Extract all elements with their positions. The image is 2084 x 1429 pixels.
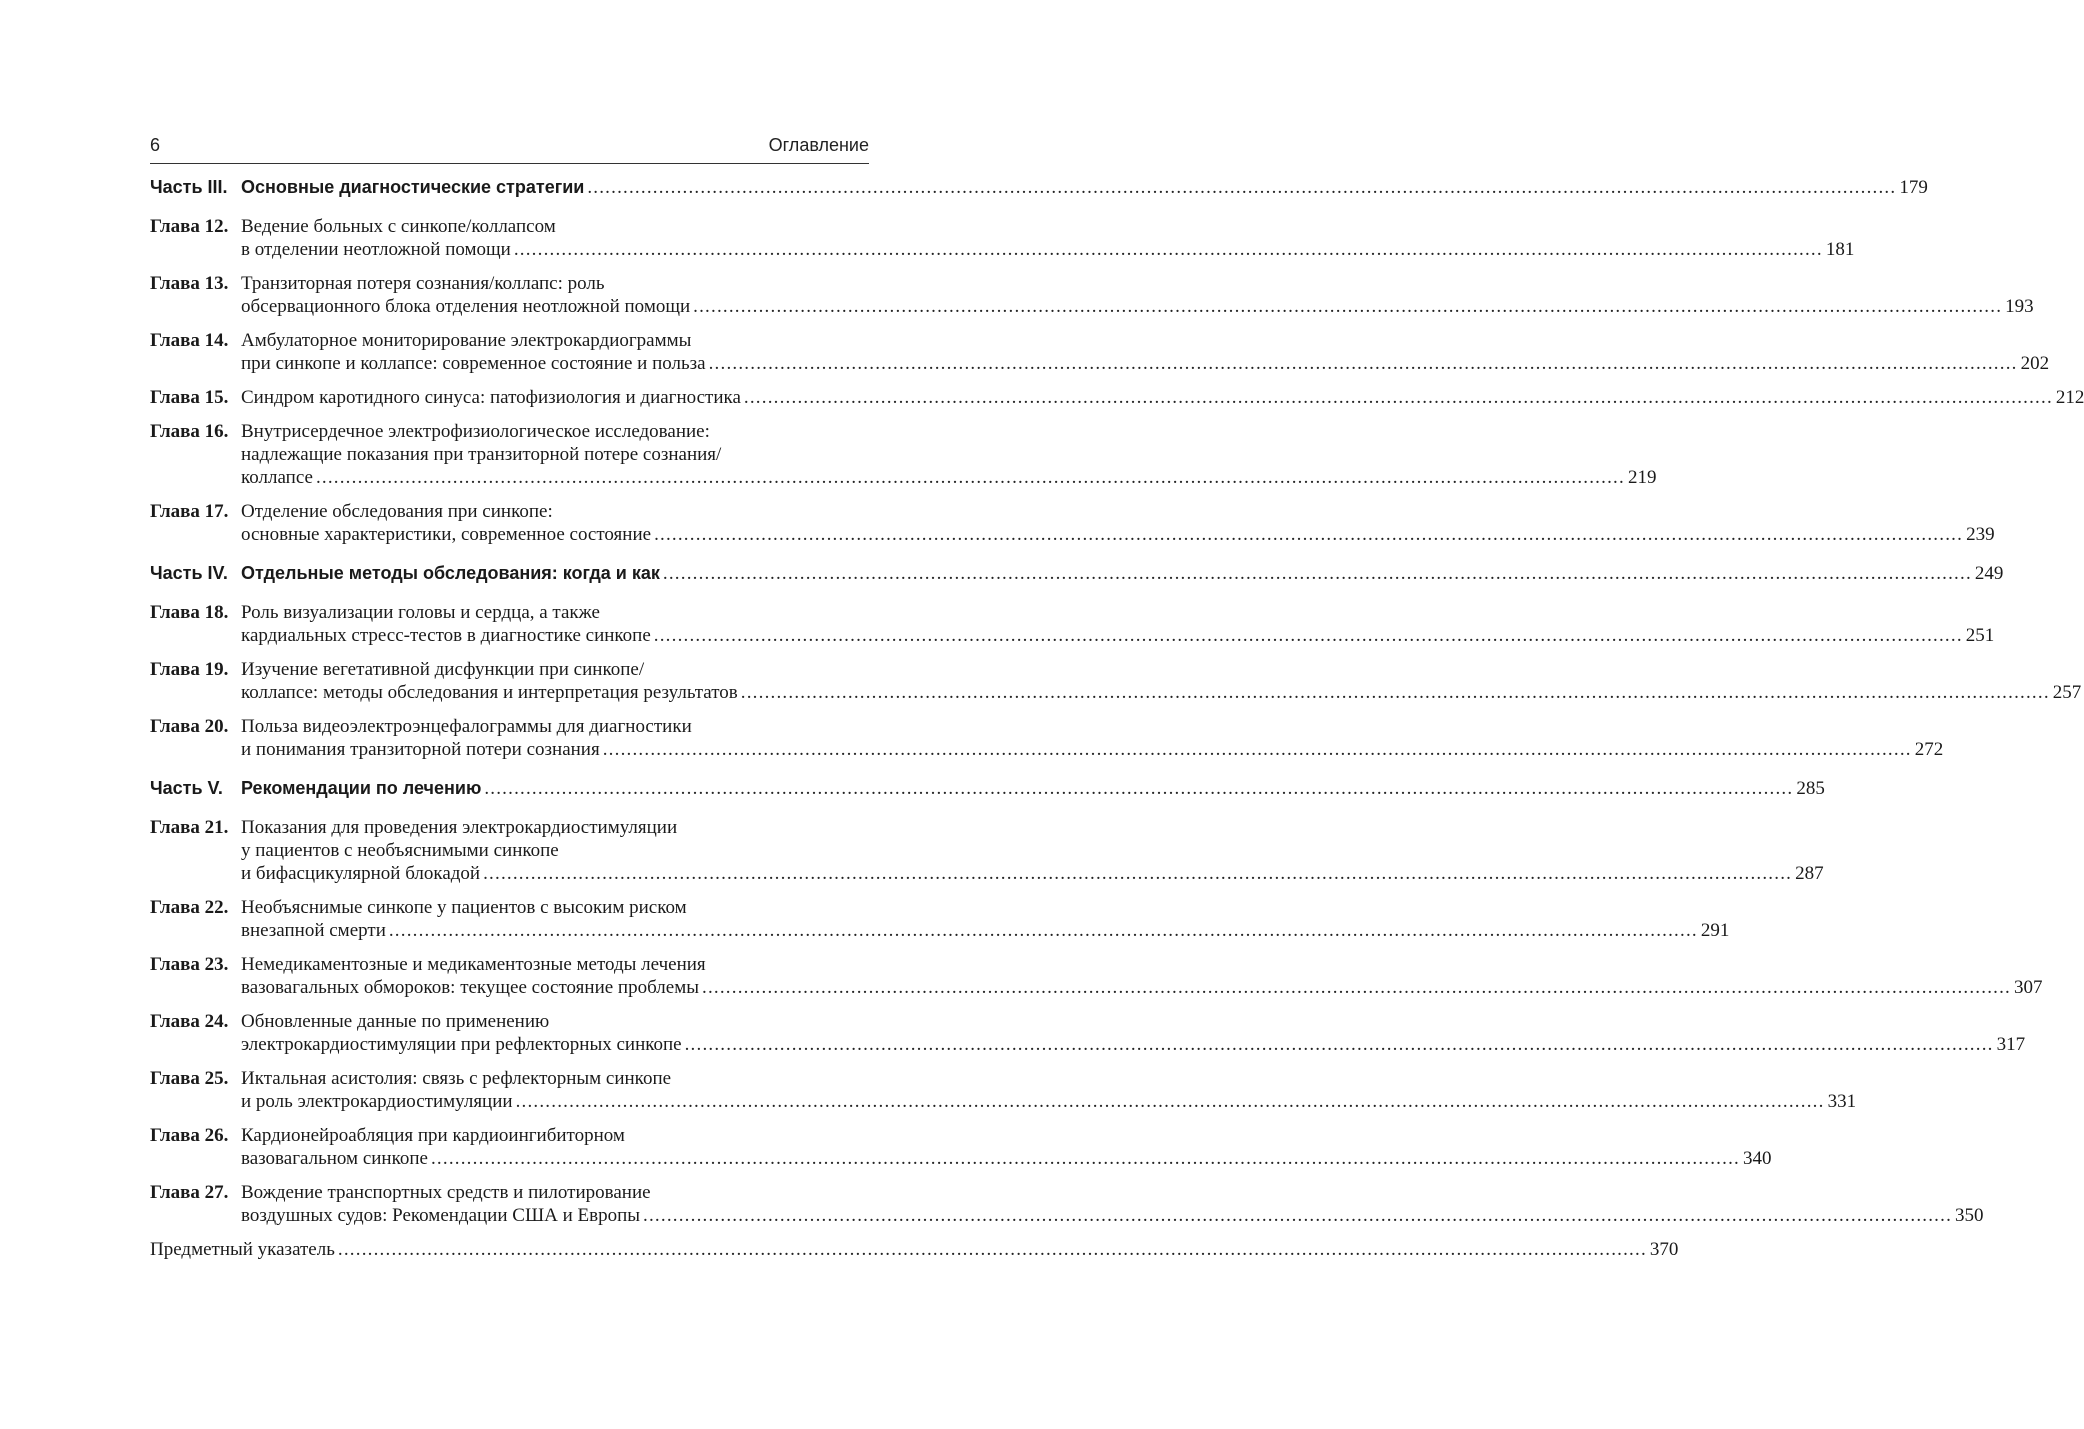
title-line: Польза видеоэлектроэнцефалограммы для диагностики [241,716,692,737]
page-ref: 249 [1974,563,2004,584]
entry-title [241,896,1730,942]
page-ref: 285 [1796,778,1825,799]
chapter-label: Глава 15. [150,387,229,408]
entry-title [241,715,1944,761]
page-ref: 307 [2014,977,2043,998]
dot-leader: ............................................................................................................................................................................................................................ [708,353,2018,374]
entry-title [241,562,2004,585]
title-line: вазовагальном синкопе [241,1148,428,1169]
toc-chapter-entry[interactable] [150,896,1730,942]
page-ref: 272 [1914,739,1944,760]
title-line: электрокардиостимуляции при рефлекторных синкопе [241,1034,682,1055]
page-number: 6 [150,135,161,155]
title-line: Показания для проведения электрокардиостимуляции [241,817,678,838]
dot-leader: ............................................................................................................................................................................................................................ [684,1034,1994,1055]
title-last-line [241,976,2043,999]
dot-leader: ............................................................................................................................................................................................................................ [702,977,2011,998]
title-line: и бифасцикулярной блокадой [241,863,481,884]
dot-leader: ............................................................................................................................................................................................................................ [653,625,1963,646]
page-ref: 257 [2052,682,2082,703]
title-last-line [241,523,1995,546]
toc-chapter-entry[interactable] [150,816,1824,885]
title-line: кардиальных стресс-тестов в диагностике синкопе [241,625,651,646]
title-line: коллапсе: методы обследования и интерпретация результатов [241,682,738,703]
chapter-label: Глава 22. [150,897,229,918]
toc-chapter-entry[interactable] [150,420,1657,489]
title-line: Рекомендации по лечению [241,778,482,798]
toc-part-entry[interactable] [150,777,1825,800]
title-line: Предметный указатель [150,1239,335,1260]
title-line: Обновленные данные по применению [241,1011,550,1032]
title-last-line [241,777,1825,800]
dot-leader: ............................................................................................................................................................................................................................ [515,1091,1825,1112]
toc-chapter-entry[interactable] [150,1181,1984,1227]
chapter-label: Глава 21. [150,817,229,838]
part-label: Часть IV. [150,563,228,583]
dot-leader: ............................................................................................................................................................................................................................ [337,1239,1647,1260]
title-line: Немедикаментозные и медикаментозные методы лечения [241,954,706,975]
toc-part-entry[interactable] [150,176,1928,199]
chapter-label: Глава 14. [150,330,229,351]
title-line: Кардионейроабляция при кардиоингибиторном [241,1125,625,1146]
toc-chapter-entry[interactable] [150,272,2034,318]
dot-leader: ............................................................................................................................................................................................................................ [484,778,1794,799]
chapter-label: Глава 27. [150,1182,229,1203]
entry-title [241,816,1824,885]
title-line: Отдельные методы обследования: когда и как [241,563,660,583]
title-last-line [241,466,1657,489]
dot-leader: ............................................................................................................................................................................................................................ [602,739,1912,760]
title-last-line [241,1147,1772,1170]
page-ref: 251 [1965,625,1995,646]
entry-title [241,1010,2026,1056]
page-ref: 331 [1827,1091,1857,1112]
chapter-label: Глава 20. [150,716,229,737]
dot-leader: ............................................................................................................................................................................................................................ [743,387,2053,408]
title-line: Иктальная асистолия: связь с рефлекторным синкопе [241,1068,672,1089]
chapter-label: Глава 12. [150,216,229,237]
title-line: Необъяснимые синкопе у пациентов с высоким риском [241,897,687,918]
header-rule [150,163,869,164]
title-line: обсервационного блока отделения неотложной помощи [241,296,691,317]
part-label: Часть V. [150,778,223,798]
entry-title [241,777,1825,800]
title-line: надлежащие показания при транзиторной потере сознания/ [241,444,722,465]
title-line: Изучение вегетативной дисфункции при синкопе/ [241,659,645,680]
chapter-label: Глава 25. [150,1068,229,1089]
title-line: Внутрисердечное электрофизиологическое исследование: [241,421,710,442]
toc-chapter-entry[interactable] [150,1010,2026,1056]
dot-leader: ............................................................................................................................................................................................................................ [587,177,1897,198]
part-label: Часть III. [150,177,228,197]
toc-chapter-entry[interactable] [150,1124,1772,1170]
toc-chapter-entry[interactable] [150,329,2050,375]
chapter-label: Глава 16. [150,421,229,442]
chapter-label: Глава 19. [150,659,229,680]
title-last-line [241,1204,1984,1227]
dot-leader: ............................................................................................................................................................................................................................ [643,1205,1953,1226]
chapter-label: Глава 13. [150,273,229,294]
title-last-line [241,681,2082,704]
dot-leader: ............................................................................................................................................................................................................................ [693,296,2003,317]
title-line: воздушных судов: Рекомендации США и Европы [241,1205,641,1226]
chapter-label: Глава 26. [150,1125,229,1146]
dot-leader: ............................................................................................................................................................................................................................ [654,524,1964,545]
entry-title [241,329,2050,375]
title-last-line [241,386,2084,409]
title-last-line [241,919,1730,942]
title-line: внезапной смерти [241,920,386,941]
title-last-line [241,352,2050,375]
page-ref: 340 [1742,1148,1772,1169]
title-last-line [241,624,1995,647]
title-last-line [241,862,1824,885]
page-ref: 202 [2020,353,2050,374]
toc-index-entry[interactable] [150,1238,1679,1261]
entry-title [241,601,1995,647]
page-ref: 287 [1795,863,1824,884]
entry-title [241,500,1995,546]
title-last-line [150,1238,1679,1261]
toc-chapter-entry[interactable] [150,215,1855,261]
running-header [150,132,869,160]
title-line: Синдром каротидного синуса: патофизиология и диагностика [241,387,741,408]
entry-title [241,176,1928,199]
title-last-line [241,295,2034,318]
title-last-line [241,1090,1857,1113]
title-line: основные характеристики, современное состояние [241,524,652,545]
entry-title [241,386,2084,409]
dot-leader: ............................................................................................................................................................................................................................ [662,563,1972,584]
title-last-line [241,1033,2026,1056]
dot-leader: ............................................................................................................................................................................................................................ [740,682,2050,703]
entry-title [241,658,2082,704]
title-line: вазовагальных обмороков: текущее состояние проблемы [241,977,699,998]
chapter-label: Глава 17. [150,501,229,522]
dot-leader: ............................................................................................................................................................................................................................ [513,239,1823,260]
title-line: коллапсе [241,467,313,488]
title-last-line [241,176,1928,199]
chapter-label: Глава 23. [150,954,229,975]
entry-title [241,1181,1984,1227]
title-last-line [241,562,2004,585]
page-ref: 291 [1700,920,1730,941]
title-line: Амбулаторное мониторирование электрокардиограммы [241,330,692,351]
title-line: и роль электрокардиостимуляции [241,1091,513,1112]
entry-title [241,215,1855,261]
page-ref: 181 [1825,239,1855,260]
dot-leader: ............................................................................................................................................................................................................................ [388,920,1698,941]
entry-title [241,1124,1772,1170]
dot-leader: ............................................................................................................................................................................................................................ [483,863,1793,884]
toc-chapter-entry[interactable] [150,953,2043,999]
toc-part-entry[interactable] [150,562,2004,585]
dot-leader: ............................................................................................................................................................................................................................ [315,467,1625,488]
page-ref: 212 [2055,387,2084,408]
entry-title [241,272,2034,318]
title-line: в отделении неотложной помощи [241,239,511,260]
entry-title [241,1067,1857,1113]
title-line: Вождение транспортных средств и пилотирование [241,1182,651,1203]
table-of-contents [150,176,2084,1261]
title-line: Ведение больных с синкопе/коллапсом [241,216,556,237]
entry-title [241,420,1657,489]
title-line: у пациентов с необъяснимыми синкопе [241,840,559,861]
title-last-line [241,238,1855,261]
entry-title [241,953,2043,999]
toc-chapter-entry[interactable] [150,386,2084,409]
title-line: Основные диагностические стратегии [241,177,585,197]
toc-chapter-entry[interactable] [150,1067,1857,1113]
toc-chapter-entry[interactable] [150,500,1995,546]
toc-chapter-entry[interactable] [150,715,1944,761]
page-ref: 370 [1649,1239,1679,1260]
title-last-line [241,738,1944,761]
title-line: при синкопе и коллапсе: современное состояние и польза [241,353,706,374]
title-line: Роль визуализации головы и сердца, а также [241,602,600,623]
toc-chapter-entry[interactable] [150,658,2082,704]
title-line: Отделение обследования при синкопе: [241,501,553,522]
chapter-label: Глава 24. [150,1011,229,1032]
page-ref: 239 [1966,524,1995,545]
chapter-label: Глава 18. [150,602,229,623]
page-ref: 350 [1955,1205,1984,1226]
entry-title [150,1238,1679,1261]
title-line: и понимания транзиторной потери сознания [241,739,600,760]
page-ref: 179 [1899,177,1928,198]
page-ref: 193 [2005,296,2034,317]
title-line: Транзиторная потеря сознания/коллапс: роль [241,273,605,294]
dot-leader: ............................................................................................................................................................................................................................ [430,1148,1740,1169]
page-ref: 317 [1996,1034,2026,1055]
toc-chapter-entry[interactable] [150,601,1995,647]
running-title: Оглавление [768,135,869,155]
page-ref: 219 [1627,467,1657,488]
